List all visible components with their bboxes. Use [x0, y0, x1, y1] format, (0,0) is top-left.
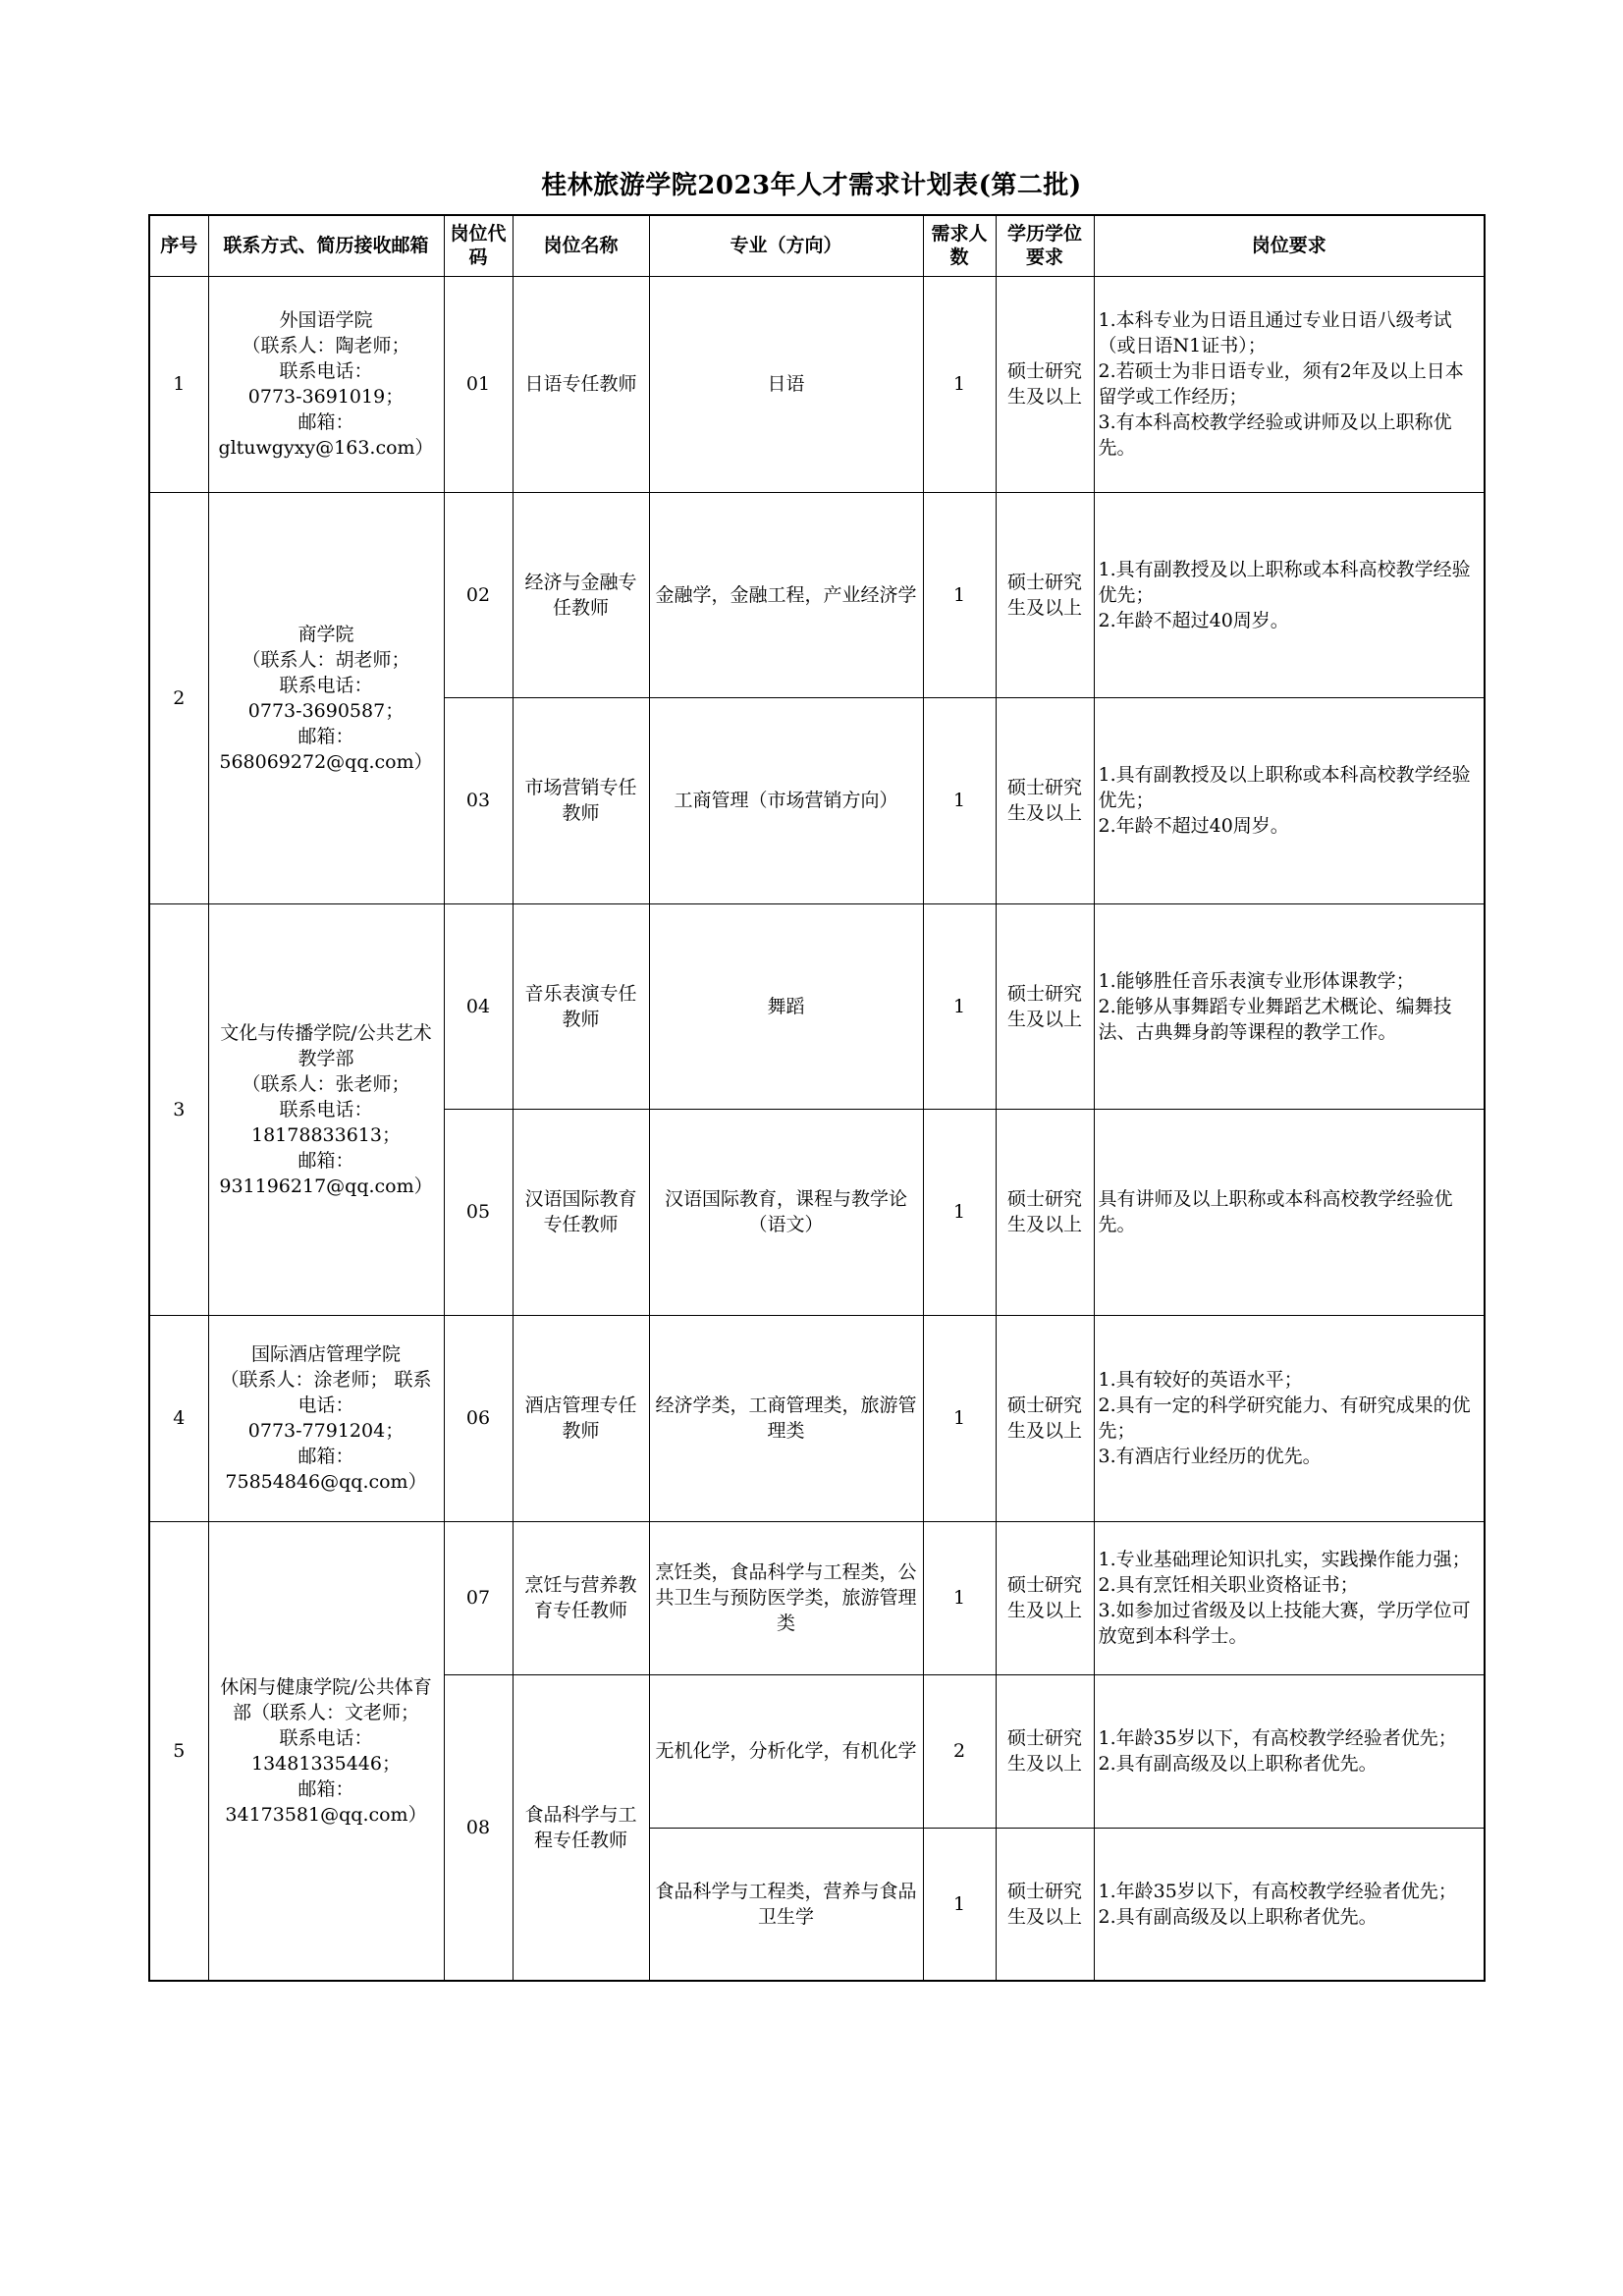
- cell-line: 联系电话：: [279, 674, 373, 696]
- position-name-cell: 酒店管理专任教师: [513, 1315, 649, 1521]
- cell-line: 1.年龄35岁以下，有高校教学经验者优先；: [1098, 1727, 1457, 1749]
- header-code: 岗位代码: [444, 215, 513, 276]
- seq-cell: 3: [149, 903, 208, 1315]
- cell-line: 568069272@qq.com）: [219, 750, 433, 773]
- cell-line: 外国语学院: [279, 309, 373, 331]
- major-cell: 舞蹈: [649, 903, 923, 1109]
- requirements-cell: [1094, 1521, 1485, 1674]
- position-code-cell: 03: [444, 697, 513, 903]
- cell-line: 2.具有烹饪相关职业资格证书；: [1098, 1574, 1359, 1596]
- position-name-cell: 汉语国际教育专任教师: [513, 1109, 649, 1315]
- position-code-cell: 08: [444, 1674, 513, 1981]
- requirements-cell: [1094, 1828, 1485, 1981]
- position-code-cell: 02: [444, 492, 513, 697]
- cell-line: 1.具有副教授及以上职称或本科高校教学经验优先；: [1098, 558, 1471, 606]
- cell-line: 邮箱：: [298, 1149, 354, 1172]
- header-contact: 联系方式、简历接收邮箱: [208, 215, 444, 276]
- contact-cell: [208, 1315, 444, 1521]
- cell-line: 邮箱：: [298, 411, 354, 433]
- count-cell: 1: [923, 1521, 996, 1674]
- cell-line: gltuwgyxy@163.com）: [218, 437, 434, 459]
- count-cell: 1: [923, 1828, 996, 1981]
- cell-line: 1.本科专业为日语且通过专业日语八级考试（或日语N1证书）；: [1098, 309, 1452, 356]
- cell-line: 2.具有一定的科学研究能力、有研究成果的优先；: [1098, 1394, 1471, 1442]
- degree-cell: 硕士研究生及以上: [996, 1315, 1094, 1521]
- table-row: [149, 492, 1485, 697]
- page-title: 桂林旅游学院2023年人才需求计划表(第二批): [541, 171, 1082, 200]
- degree-cell: 硕士研究生及以上: [996, 276, 1094, 492]
- header-degree: 学历学位要求: [996, 215, 1094, 276]
- table-row: [149, 1521, 1485, 1674]
- degree-cell: 硕士研究生及以上: [996, 1109, 1094, 1315]
- cell-line: 商学院: [298, 623, 354, 645]
- cell-line: 3.有本科高校教学经验或讲师及以上职称优先。: [1098, 411, 1452, 459]
- position-code-cell: 07: [444, 1521, 513, 1674]
- cell-line: 18178833613；: [251, 1123, 401, 1146]
- cell-line: 休闲与健康学院/公共体育部（联系人：文老师；: [220, 1675, 432, 1723]
- header-position: 岗位名称: [513, 215, 649, 276]
- table-row: [149, 1315, 1485, 1521]
- position-name-cell: 市场营销专任教师: [513, 697, 649, 903]
- position-name-cell: 烹饪与营养教育专任教师: [513, 1521, 649, 1674]
- count-cell: 1: [923, 697, 996, 903]
- header-count: 需求人数: [923, 215, 996, 276]
- cell-line: 1.能够胜任音乐表演专业形体课教学；: [1098, 969, 1415, 992]
- cell-line: 国际酒店管理学院: [250, 1343, 401, 1365]
- seq-cell: 5: [149, 1521, 208, 1981]
- header-requirements: 岗位要求: [1094, 215, 1485, 276]
- cell-line: （联系人：涂老师； 联系电话：: [220, 1369, 432, 1416]
- requirements-cell: [1094, 1315, 1485, 1521]
- position-code-cell: 01: [444, 276, 513, 492]
- cell-line: 邮箱：: [298, 725, 354, 747]
- requirements-cell: [1094, 492, 1485, 697]
- cell-line: 34173581@qq.com）: [225, 1803, 427, 1826]
- cell-line: 邮箱：: [298, 1777, 354, 1800]
- major-cell: 金融学，金融工程，产业经济学: [649, 492, 923, 697]
- talent-demand-table: [148, 214, 1486, 1982]
- count-cell: 1: [923, 1315, 996, 1521]
- degree-cell: 硕士研究生及以上: [996, 1521, 1094, 1674]
- degree-cell: 硕士研究生及以上: [996, 1828, 1094, 1981]
- cell-line: 0773-3691019；: [247, 386, 405, 408]
- count-cell: 1: [923, 492, 996, 697]
- table-row: [149, 276, 1485, 492]
- cell-line: （联系人：胡老师；: [242, 648, 410, 671]
- cell-line: 联系电话：: [279, 360, 373, 382]
- cell-line: 联系电话：: [279, 1726, 373, 1749]
- position-code-cell: 06: [444, 1315, 513, 1521]
- cell-line: 1.具有副教授及以上职称或本科高校教学经验优先；: [1098, 764, 1471, 811]
- contact-cell: [208, 903, 444, 1315]
- cell-line: 0773-7791204；: [247, 1420, 405, 1442]
- cell-line: 1.专业基础理论知识扎实，实践操作能力强；: [1098, 1549, 1471, 1570]
- cell-line: 13481335446；: [251, 1752, 401, 1775]
- header-row: [149, 215, 1485, 276]
- cell-line: 2.能够从事舞蹈专业舞蹈艺术概论、编舞技法、古典舞身韵等课程的教学工作。: [1098, 995, 1452, 1043]
- position-name-cell: 音乐表演专任教师: [513, 903, 649, 1109]
- cell-line: 2.若硕士为非日语专业，须有2年及以上日本留学或工作经历；: [1098, 360, 1464, 408]
- contact-cell: [208, 492, 444, 903]
- count-cell: 1: [923, 276, 996, 492]
- header-major: 专业（方向）: [649, 215, 923, 276]
- degree-cell: 硕士研究生及以上: [996, 492, 1094, 697]
- requirements-cell: [1094, 697, 1485, 903]
- major-cell: 食品科学与工程类，营养与食品卫生学: [649, 1828, 923, 1981]
- cell-line: 具有讲师及以上职称或本科高校教学经验优先。: [1098, 1188, 1453, 1235]
- requirements-cell: [1094, 1109, 1485, 1315]
- count-cell: 1: [923, 903, 996, 1109]
- degree-cell: 硕士研究生及以上: [996, 1674, 1094, 1828]
- cell-line: （联系人：张老师；: [242, 1072, 410, 1095]
- cell-line: 邮箱：: [298, 1446, 354, 1467]
- cell-line: 文化与传播学院/公共艺术教学部: [220, 1021, 432, 1069]
- requirements-cell: [1094, 276, 1485, 492]
- major-cell: 日语: [649, 276, 923, 492]
- cell-line: 3.有酒店行业经历的优先。: [1098, 1446, 1322, 1467]
- position-name-cell: 日语专任教师: [513, 276, 649, 492]
- cell-line: 联系电话：: [279, 1098, 373, 1121]
- cell-line: 2.年龄不超过40周岁。: [1098, 609, 1289, 631]
- position-code-cell: 04: [444, 903, 513, 1109]
- position-code-cell: 05: [444, 1109, 513, 1315]
- header-seq: 序号: [149, 215, 208, 276]
- cell-line: 1.具有较好的英语水平；: [1098, 1369, 1303, 1391]
- contact-cell: [208, 276, 444, 492]
- seq-cell: 4: [149, 1315, 208, 1521]
- major-cell: 工商管理（市场营销方向）: [649, 697, 923, 903]
- cell-line: （联系人：陶老师；: [242, 335, 410, 356]
- major-cell: 经济学类，工商管理类，旅游管理类: [649, 1315, 923, 1521]
- cell-line: 931196217@qq.com）: [219, 1175, 433, 1197]
- seq-cell: 1: [149, 276, 208, 492]
- cell-line: 3.如参加过省级及以上技能大赛，学历学位可放宽到本科学士。: [1098, 1600, 1471, 1647]
- major-cell: 汉语国际教育，课程与教学论（语文）: [649, 1109, 923, 1315]
- major-cell: 无机化学，分析化学，有机化学: [649, 1674, 923, 1828]
- count-cell: 2: [923, 1674, 996, 1828]
- degree-cell: 硕士研究生及以上: [996, 697, 1094, 903]
- position-name-cell: 经济与金融专任教师: [513, 492, 649, 697]
- requirements-cell: [1094, 903, 1485, 1109]
- degree-cell: 硕士研究生及以上: [996, 903, 1094, 1109]
- cell-line: 1.年龄35岁以下，有高校教学经验者优先；: [1098, 1880, 1457, 1902]
- contact-cell: [208, 1521, 444, 1981]
- cell-line: 2.具有副高级及以上职称者优先。: [1098, 1905, 1378, 1928]
- cell-line: 2.年龄不超过40周岁。: [1098, 815, 1289, 837]
- requirements-cell: [1094, 1674, 1485, 1828]
- cell-line: 75854846@qq.com）: [225, 1471, 427, 1493]
- seq-cell: 2: [149, 492, 208, 903]
- position-name-cell: 食品科学与工程专任教师: [513, 1674, 649, 1981]
- cell-line: 0773-3690587；: [247, 699, 405, 722]
- cell-line: 2.具有副高级及以上职称者优先。: [1098, 1753, 1378, 1775]
- count-cell: 1: [923, 1109, 996, 1315]
- table-body: [149, 276, 1485, 1981]
- major-cell: 烹饪类，食品科学与工程类，公共卫生与预防医学类，旅游管理类: [649, 1521, 923, 1674]
- table-row: [149, 903, 1485, 1109]
